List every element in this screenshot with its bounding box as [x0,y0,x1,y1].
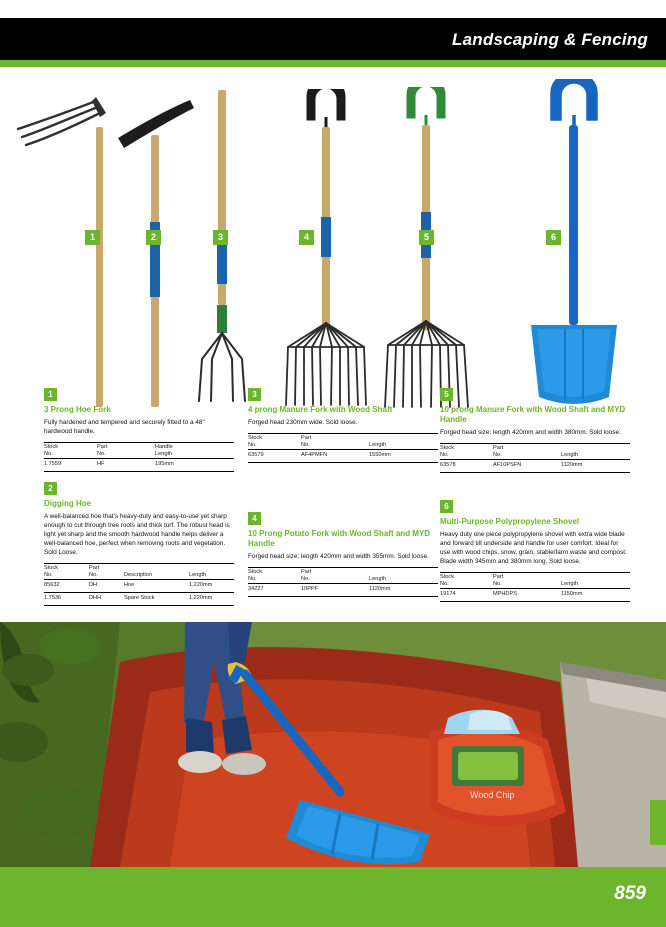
product-number-1: 1 [44,388,57,401]
product-number-3: 3 [248,388,261,401]
header-green-rule [0,60,666,67]
product-number-2: 2 [44,482,57,495]
th-part-5a: Part [493,445,504,452]
th-part-2b: No. [89,571,98,578]
table-row [440,459,630,472]
product-title-1: 3 Prong Hoe Fork [44,405,111,414]
table-row [44,459,234,472]
th-stock-5a: Stock [440,445,454,452]
cell-part: AF10PSFN [493,459,561,472]
footer-bar [0,867,666,927]
cell-length: 1120mm [369,583,438,596]
cell-length: 195mm [155,459,234,472]
product-block-1 [44,388,239,472]
product-photo-area [0,67,666,375]
spec-table-6 [440,572,630,602]
th-stock-4b: No. [248,575,257,582]
cell-length: 1,220mm [189,580,234,593]
tool-6-shaft [569,125,578,325]
cell-stock: 1.7536 [44,593,89,606]
table-row [248,583,438,596]
image-badge-6: 6 [546,230,561,245]
product-desc-3: Forged head 230mm wide. Sold loose. [248,419,358,426]
product-desc-6: Heavy duty one piece polypropylene shovel with extra wide blade and forward tilt underside and handle for user comfort. Ideal for use with wood chips, snow, grain, stable/farm waste and compost. Blade width 345mm and 380mm long. Sold loose. [440,531,627,566]
image-badge-3: 3 [213,230,228,245]
th-handle-1a: Handle [155,444,173,451]
cell-stock: 19174 [440,589,493,602]
th-len-3: Length [369,441,387,448]
cell-part: MPHDPS [493,589,561,602]
cell-stock: 85632 [44,580,89,593]
th-stock-4a: Stock [248,569,262,576]
th-len-2: Length [189,571,207,578]
myd-handle-green-icon [402,87,450,129]
th-len-4: Length [369,575,387,582]
th-stock-1a: Stock [44,444,58,451]
th-part-1b: No. [97,450,106,457]
spec-table-1 [44,442,234,472]
th-part-3a: Part [301,435,312,442]
cell-stock: 63579 [248,449,301,462]
cell-stock: 34227 [248,583,301,596]
section-tab-marker [650,800,666,845]
th-part-4b: No. [301,575,310,582]
th-part-5b: No. [493,451,502,458]
image-badge-5: 5 [419,230,434,245]
product-title-6: Multi-Purpose Polypropylene Shovel [440,517,580,526]
tool-4-label [321,217,331,257]
th-len-6: Length [561,580,579,587]
product-desc-5: Forged head size; length 420mm and width 380mm. Sold loose. [440,429,621,436]
th-stock-2b: No. [44,571,53,578]
th-stock-6a: Stock [440,574,454,581]
product-number-4: 4 [248,512,261,525]
th-stock-3a: Stock [248,435,262,442]
cell-part: HF [97,459,155,472]
th-part-6b: No. [493,580,502,587]
th-part-3b: No. [301,441,310,448]
product-block-6 [440,500,640,602]
spec-table-3 [248,433,438,463]
spec-table-4 [248,567,438,597]
lifestyle-photo-illustration [0,622,666,867]
product-number-5: 5 [440,388,453,401]
image-badge-1: 1 [85,230,100,245]
table-row [44,593,234,606]
th-stock-6b: No. [440,580,449,587]
page-number: 859 [614,883,646,904]
product-number-6: 6 [440,500,453,513]
product-title-4: 10 Prong Potato Fork with Wood Shaft and MYD Handle [248,529,431,548]
product-desc-2: A well-balanced hoe that's heavy-duty and easy-to-use yet sharp enough to cut through tree roots and thick turf. The robust head is light yet sharp and the smooth hardwood handle helps deliver a well-balanced hoe, perfect when removing roots and vegetation. Sold Loose. [44,513,230,557]
spec-table-2 [44,563,234,606]
cell-part: DH [89,580,124,593]
th-part-6a: Part [493,574,504,581]
product-desc-4: Forged head size; length 420mm and width 355mm. Sold loose. [248,553,429,560]
cell-part: 10PPF [301,583,369,596]
product-title-5: 10 prong Manure Fork with Wood Shaft and MYD Handle [440,405,626,424]
cell-part: AF4PMFN [301,449,369,462]
th-part-4a: Part [301,569,312,576]
tool-1-shaft [96,127,103,407]
cell-stock: 63578 [440,459,493,472]
cell-length: 1120mm [561,459,630,472]
product-block-2 [44,482,239,606]
image-badge-2: 2 [146,230,161,245]
image-badge-4: 4 [299,230,314,245]
th-stock-3b: No. [248,441,257,448]
cell-stock: 1.7559 [44,459,97,472]
cell-length: 1,220mm [189,593,234,606]
product-block-4 [248,512,443,597]
table-row [440,589,630,602]
product-title-2: Digging Hoe [44,499,92,508]
th-len-5: Length [561,451,579,458]
product-title-3: 4 prong Manure Fork with Wood Shaft [248,405,393,414]
th-stock-2a: Stock [44,565,58,572]
cell-desc: Spare Stock [124,593,189,606]
svg-text:Wood Chip: Wood Chip [470,790,515,800]
cell-desc: Hoe [124,580,189,593]
product-block-3 [248,388,443,463]
th-part-1a: Part [97,444,108,451]
th-part-2a: Part [89,565,100,572]
table-row [44,580,234,593]
lifestyle-photo [0,622,666,867]
product-block-5 [440,388,640,473]
cell-part: DHH [89,593,124,606]
product-desc-1: Fully hardened and tempered and securely fitted to a 48" hardwood handle. [44,419,205,436]
spec-table-5 [440,443,630,473]
th-stock-5b: No. [440,451,449,458]
cell-length: 1150mm [561,589,630,602]
th-handle-1b: Length [155,450,173,457]
page-title: Landscaping & Fencing [452,30,648,49]
th-stock-1b: No. [44,450,53,457]
cell-length: 1550mm [369,449,438,462]
myd-handle-black-icon [302,89,350,131]
tool-3-label [217,242,227,284]
table-row [248,449,438,462]
th-desc-2: Description [124,571,152,578]
